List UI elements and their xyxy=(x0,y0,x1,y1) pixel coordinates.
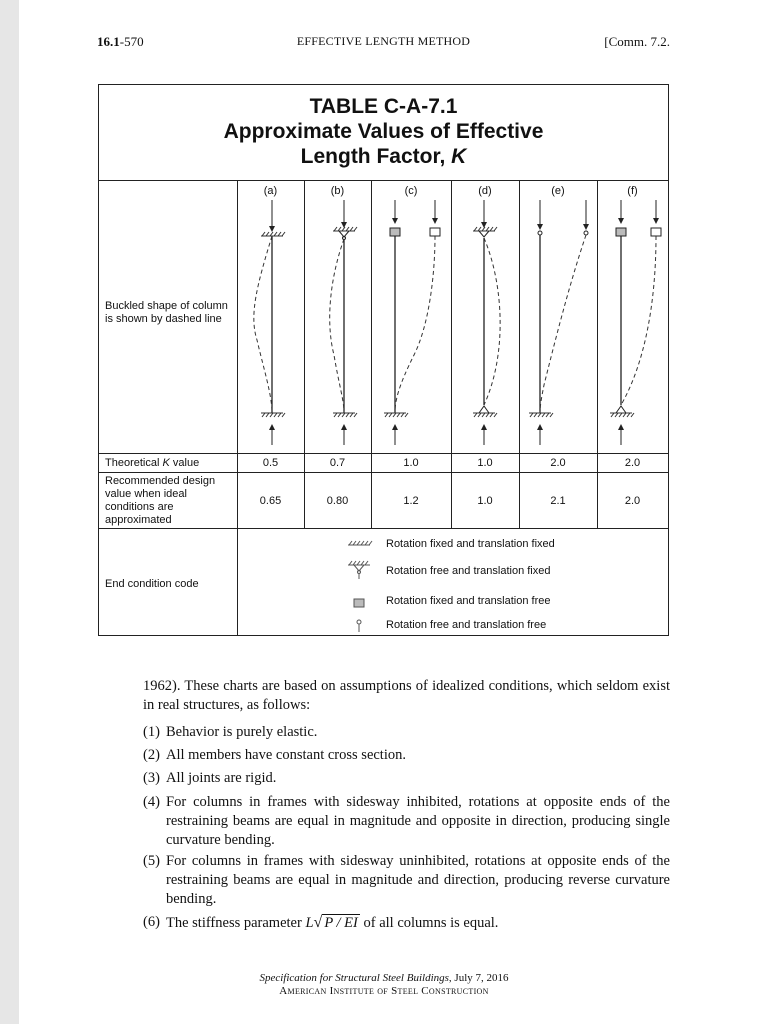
recommended-value: 1.2 xyxy=(403,495,419,507)
recommended-value: 2.1 xyxy=(550,495,566,507)
radicand: P / EI xyxy=(324,915,358,931)
list-item-number: (3) xyxy=(143,770,160,786)
theoretical-value: 1.0 xyxy=(477,457,493,469)
column-b-diagram xyxy=(330,200,357,445)
list-item-text: For columns in frames with sidesway inhibited, rotations at opposite ends of the restraining beams are equal in magnitude and opposite in direction, producing single curvature bending. xyxy=(166,794,670,848)
column-header-a: (a) xyxy=(263,185,278,197)
grid-line xyxy=(99,528,668,529)
recommended-value: 0.65 xyxy=(259,495,282,507)
footer-line2: American Institute of Steel Construction xyxy=(279,985,489,997)
column-f-diagram xyxy=(610,200,661,445)
footer-spec-title: Specification for Structural Steel Buildings xyxy=(259,972,449,984)
list-item-number: (4) xyxy=(143,794,160,810)
list-item-number: (2) xyxy=(143,747,160,763)
list-item-number: (1) xyxy=(143,724,160,740)
list-item-text: For columns in frames with sidesway uninhibited, rotations at opposite ends of the restraining beams are equal in magnitude and direction, producing reverse curvature bending. xyxy=(166,853,670,907)
footer-line1 xyxy=(0,972,768,985)
recommended-value-label: Recommended design value when ideal conditions are approximated xyxy=(105,475,216,526)
list-item-number: (5) xyxy=(143,853,160,869)
end-condition-label: End condition code xyxy=(105,578,199,590)
end-condition-text: Rotation free and translation fixed xyxy=(386,565,551,577)
column-a-diagram xyxy=(254,200,285,445)
k-variable: K xyxy=(162,457,170,469)
k-variable: K xyxy=(451,145,467,168)
theoretical-value: 0.5 xyxy=(262,457,279,469)
intro-paragraph: 1962). These charts are based on assumptions of idealized conditions, which seldom exist in real structures, as follows: xyxy=(143,678,670,713)
column-header-f: (f) xyxy=(627,185,638,197)
end-condition-text: Rotation fixed and translation fixed xyxy=(386,538,555,550)
list-item-text xyxy=(166,913,670,933)
end-condition-symbols xyxy=(339,533,379,633)
recommended-value: 2.0 xyxy=(624,495,641,507)
list-item-text: All joints are rigid. xyxy=(166,770,277,786)
column-header-b: (b) xyxy=(330,185,345,197)
end-condition-text: Rotation free and translation free xyxy=(386,619,547,631)
table-c-a-7-1 xyxy=(98,84,669,636)
recommended-value: 1.0 xyxy=(477,495,493,507)
buckled-shape-label: Buckled shape of column is shown by dashed line xyxy=(105,300,228,325)
recommended-value: 0.80 xyxy=(326,495,349,507)
rotation-free-translation-free-symbol xyxy=(357,620,361,632)
grid-line xyxy=(99,453,668,454)
column-header-c: (c) xyxy=(404,185,418,197)
page-number-rest: -570 xyxy=(119,34,144,49)
list-item-text: All members have constant cross section. xyxy=(166,747,406,763)
table-caption-line1: Approximate Values of Effective xyxy=(223,120,544,143)
column-e-diagram xyxy=(529,200,589,445)
column-header-e: (e) xyxy=(551,185,565,197)
rotation-free-translation-fixed-symbol xyxy=(348,561,370,579)
running-header xyxy=(97,34,670,52)
label-text: Theoretical xyxy=(105,457,163,469)
theoretical-value: 0.7 xyxy=(329,457,346,469)
end-condition-text: Rotation fixed and translation free xyxy=(386,595,551,607)
list-item-number: (6) xyxy=(143,914,160,930)
theoretical-k-label xyxy=(105,457,233,470)
footer-date: , July 7, 2016 xyxy=(448,972,509,984)
rotation-fixed-translation-free-symbol xyxy=(354,599,364,607)
list-item-text-part: The stiffness parameter xyxy=(166,915,306,931)
label-text: value xyxy=(169,457,200,469)
page-number-bold: 16.1 xyxy=(97,34,120,49)
list-item-text: Behavior is purely elastic. xyxy=(166,724,318,740)
theoretical-value: 2.0 xyxy=(624,457,641,469)
theoretical-value: 2.0 xyxy=(550,457,566,469)
section-reference: [Comm. 7.2. xyxy=(604,34,670,49)
table-caption-text: Length Factor, xyxy=(300,145,452,168)
theoretical-value: 1.0 xyxy=(403,457,419,469)
column-d-diagram xyxy=(473,200,500,445)
chapter-title: EFFECTIVE LENGTH METHOD xyxy=(296,34,471,48)
square-root-symbol: √ xyxy=(313,914,323,931)
column-c-diagram xyxy=(384,200,440,445)
column-header-d: (d) xyxy=(478,185,492,197)
list-item-text-part: of all columns is equal. xyxy=(359,915,499,931)
grid-line xyxy=(99,472,668,473)
table-number: TABLE C-A-7.1 xyxy=(309,95,458,118)
rotation-fixed-translation-fixed-symbol xyxy=(348,541,372,545)
buckled-shapes-diagram xyxy=(99,85,668,453)
variable-l: L xyxy=(305,915,314,931)
page-margin-strip xyxy=(0,0,19,1024)
